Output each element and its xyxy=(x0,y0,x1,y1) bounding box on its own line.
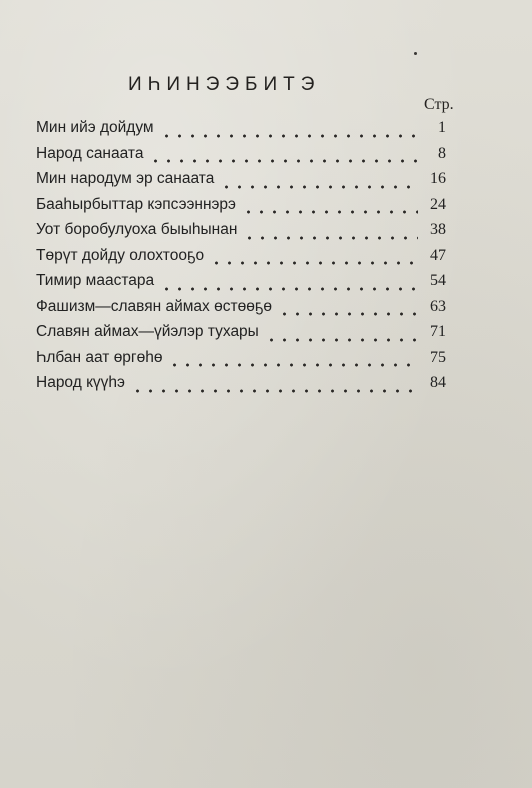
toc-entry-title: Мин народум эр санаата xyxy=(36,170,215,187)
toc-entry[interactable] xyxy=(36,119,446,145)
toc-entry-page: 54 xyxy=(430,272,446,289)
toc-entry[interactable] xyxy=(36,196,446,222)
toc-entry-page: 1 xyxy=(438,119,446,136)
toc-entry-title: Мин ийэ дойдум xyxy=(36,119,154,136)
dot-leader xyxy=(160,287,418,291)
toc-entry[interactable] xyxy=(36,145,446,171)
contents-heading: ИҺИНЭЭБИТЭ xyxy=(128,74,321,95)
dot-leader xyxy=(242,210,418,214)
toc-entry-page: 38 xyxy=(430,221,446,238)
dot-leader xyxy=(149,159,418,163)
toc-entry[interactable] xyxy=(36,349,446,375)
toc-entry[interactable] xyxy=(36,374,446,400)
toc-entry[interactable] xyxy=(36,272,446,298)
dot-leader xyxy=(265,338,418,342)
toc-entry-page: 47 xyxy=(430,246,446,264)
toc-entry-page: 63 xyxy=(430,297,446,315)
dot-leader xyxy=(131,389,418,393)
toc-entry-title: Төрүт дойду олохтооҕо xyxy=(36,246,205,264)
dot-leader xyxy=(278,312,418,316)
toc-entry-title: Фашизм—славян аймах өстөөҕө xyxy=(36,297,272,315)
toc-entry[interactable] xyxy=(36,323,446,349)
page-column-label: Стр. xyxy=(424,96,454,113)
table-of-contents xyxy=(36,119,446,400)
toc-entry-title: Тимир маастара xyxy=(36,272,155,289)
toc-entry-title: Народ санаата xyxy=(36,144,144,162)
toc-entry-page: 84 xyxy=(430,374,446,391)
toc-entry-page: 8 xyxy=(438,144,446,162)
dot-leader xyxy=(160,134,418,138)
toc-entry-title: Славян аймах—үйэлэр тухары xyxy=(36,323,259,340)
toc-entry-title: Народ күүһэ xyxy=(36,374,125,391)
toc-entry-page: 16 xyxy=(430,170,446,187)
toc-entry-title: Бааһырбыттар кэпсээннэрэ xyxy=(36,195,236,213)
toc-entry[interactable] xyxy=(36,170,446,196)
toc-entry-page: 71 xyxy=(430,323,446,340)
toc-entry-page: 75 xyxy=(430,348,446,366)
toc-entry[interactable] xyxy=(36,298,446,324)
toc-entry[interactable] xyxy=(36,221,446,247)
dot-leader xyxy=(210,261,418,265)
toc-entry-title: Уот боробулуоха быыһынан xyxy=(36,221,238,238)
toc-entry[interactable] xyxy=(36,247,446,273)
ink-speck xyxy=(414,52,417,55)
toc-entry-page: 24 xyxy=(430,195,446,213)
dot-leader xyxy=(243,236,418,240)
dot-leader xyxy=(168,363,418,367)
toc-entry-title: Һлбан аат өргөһө xyxy=(36,348,163,366)
dot-leader xyxy=(220,185,418,189)
